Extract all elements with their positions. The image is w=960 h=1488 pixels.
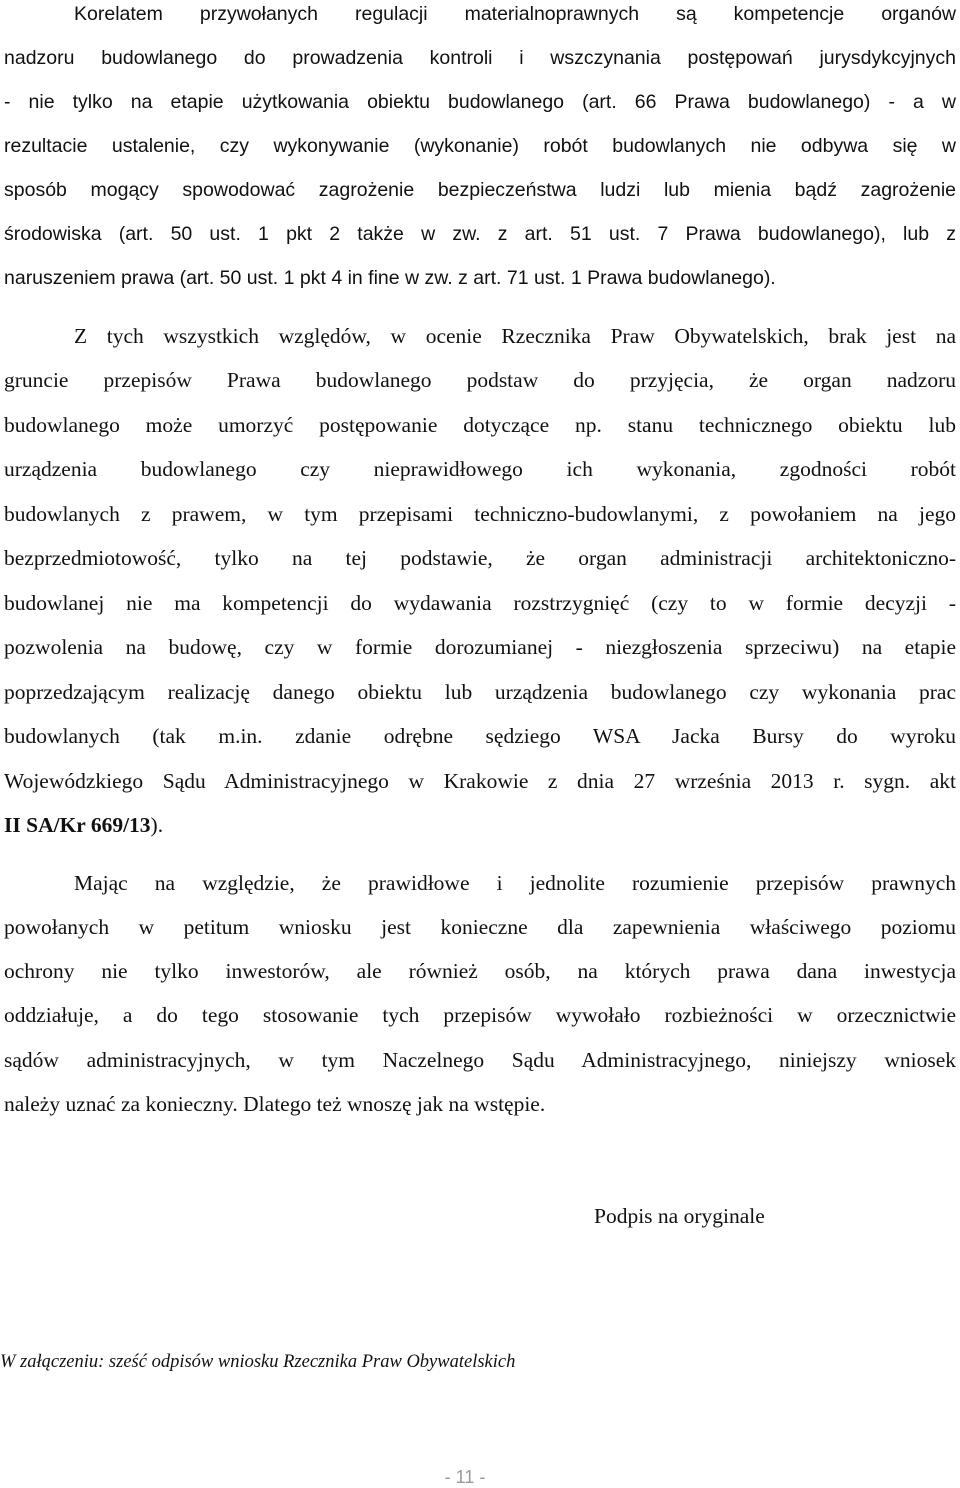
attachment-note: W załączeniu: sześć odpisów wniosku Rzecznika Praw Obywatelskich: [0, 1352, 516, 1372]
paragraph-2-line-12: [4, 812, 956, 838]
paragraph-2-line-5: budowlanych z prawem, w tym przepisami techniczno-budowlanymi, z powołaniem na jego: [4, 502, 956, 526]
paragraph-2-line-10: budowlanych (tak m.in. zdanie odrębne sędziego WSA Jacka Bursy do wyroku: [4, 724, 956, 748]
paragraph-3-line-6: należy uznać za konieczny. Dlatego też wnoszę jak na wstępie.: [4, 1092, 546, 1116]
paragraph-2-line-3: budowlanego może umorzyć postępowanie dotyczące np. stanu technicznego obiektu lub: [4, 413, 956, 437]
paragraph-1-line-3: - nie tylko na etapie użytkowania obiektu budowlanego (art. 66 Prawa budowlanego) - a w: [4, 91, 956, 113]
paragraph-1-line-5: sposób mogący spowodować zagrożenie bezpieczeństwa ludzi lub mienia bądź zagrożenie: [4, 179, 956, 201]
case-signature: II SA/Kr 669/13: [4, 813, 151, 837]
page-number: - 11 -: [444, 1467, 486, 1487]
paragraph-1-line-2: nadzoru budowlanego do prowadzenia kontroli i wszczynania postępowań jurysdykcyjnych: [4, 47, 956, 69]
paragraph-2-line-4: urządzenia budowlanego czy nieprawidłowego ich wykonania, zgodności robót: [4, 457, 956, 481]
paragraph-1-line-7: naruszeniem prawa (art. 50 ust. 1 pkt 4 in fine w zw. z art. 71 ust. 1 Prawa budowlanego).: [4, 267, 776, 289]
paragraph-2-line-11: Wojewódzkiego Sądu Administracyjnego w Krakowie z dnia 27 września 2013 r. sygn. akt: [4, 769, 956, 793]
paragraph-2-line-6: bezprzedmiotowość, tylko na tej podstawie, że organ administracji architektoniczno-: [4, 546, 956, 570]
paragraph-3-line-3: ochrony nie tylko inwestorów, ale również osób, na których prawa dana inwestycja: [4, 959, 956, 983]
paragraph-2-line-8: pozwolenia na budowę, czy w formie dorozumianej - niezgłoszenia sprzeciwu) na etapie: [4, 635, 956, 659]
paragraph-2-line-1: Z tych wszystkich względów, w ocenie Rzecznika Praw Obywatelskich, brak jest na: [74, 324, 956, 348]
case-signature-tail: ).: [150, 813, 164, 837]
paragraph-2-line-2: gruncie przepisów Prawa budowlanego podstaw do przyjęcia, że organ nadzoru: [4, 368, 956, 392]
paragraph-3-line-4: oddziałuje, a do tego stosowanie tych przepisów wywołało rozbieżności w orzecznictwie: [4, 1003, 956, 1027]
paragraph-2-line-9: poprzedzającym realizację danego obiektu lub urządzenia budowlanego czy wykonania prac: [4, 680, 956, 704]
paragraph-1-line-4: rezultacie ustalenie, czy wykonywanie (wykonanie) robót budowlanych nie odbywa się w: [4, 135, 956, 157]
paragraph-3-line-2: powołanych w petitum wniosku jest konieczne dla zapewnienia właściwego poziomu: [4, 915, 956, 939]
paragraph-1-line-1: Korelatem przywołanych regulacji materialnoprawnych są kompetencje organów: [74, 3, 956, 25]
signature-note: Podpis na oryginale: [594, 1204, 765, 1228]
paragraph-3-line-5: sądów administracyjnych, w tym Naczelnego Sądu Administracyjnego, niniejszy wniosek: [4, 1048, 956, 1072]
paragraph-1-line-6: środowiska (art. 50 ust. 1 pkt 2 także w zw. z art. 51 ust. 7 Prawa budowlanego), lub z: [4, 223, 956, 245]
paragraph-3-line-1: Mając na względzie, że prawidłowe i jednolite rozumienie przepisów prawnych: [74, 871, 956, 895]
paragraph-2-line-7: budowlanej nie ma kompetencji do wydawania rozstrzygnięć (czy to w formie decyzji -: [4, 591, 956, 615]
